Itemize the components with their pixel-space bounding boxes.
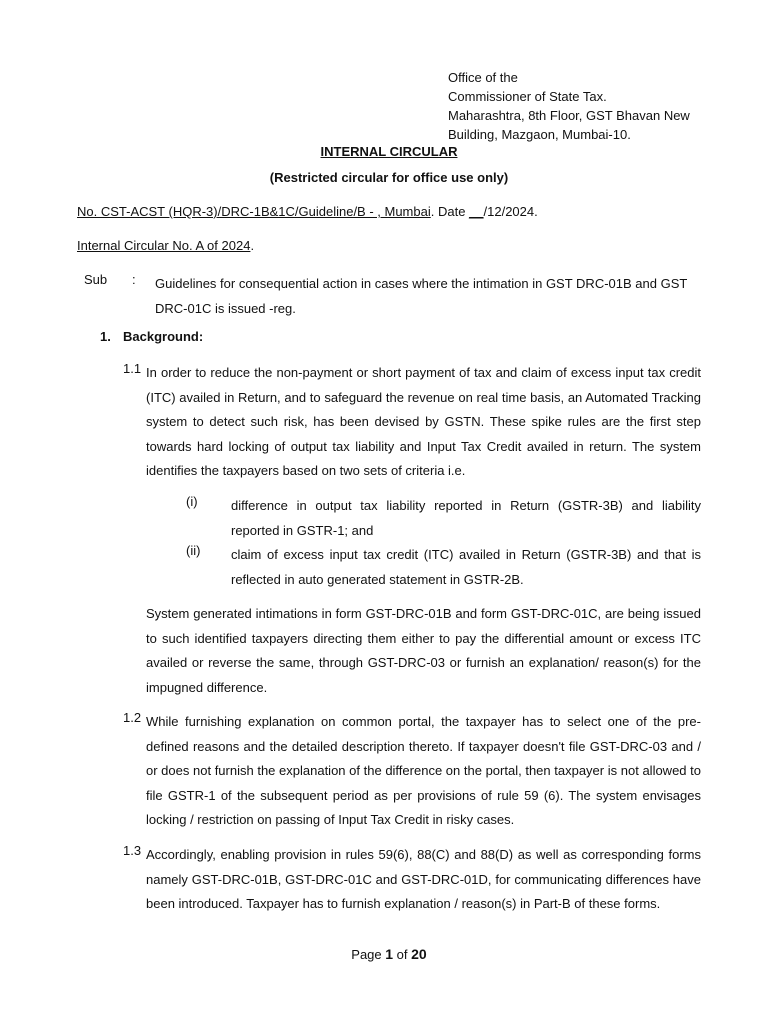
subject-colon: : xyxy=(132,272,136,287)
address-line: Office of the xyxy=(448,70,518,85)
document-title: INTERNAL CIRCULAR xyxy=(320,144,458,159)
paragraph-text: Accordingly, enabling provision in rules 59(6), 88(C) and 88(D) as well as corresponding forms namely GST-DRC-01B, GST-DRC-01C and GST-DRC-01D, for communicating differences have been introduced. Taxpayer has to furnish explanation / reason(s) in Part-B of these forms. xyxy=(146,847,701,911)
paragraph-text: In order to reduce the non-payment or short payment of tax and claim of excess input tax credit (ITC) availed in Return, and to safeguard the revenue on real time basis, an Automated Tracking system to detect such risk, has been devised by GSTN. These spike rules are the first step towards hard locking of output tax liability and Input Tax Credit availed in return. The system identifies the taxpayers based on two sets of criteria i.e. xyxy=(146,365,701,478)
page-number: 1 xyxy=(385,946,394,962)
date-prefix: . Date xyxy=(430,204,470,219)
of-word: of xyxy=(393,947,412,962)
criteria-text: difference in output tax liability reported in Return (GSTR-3B) and liability reported in GSTR-1; and xyxy=(231,498,701,538)
address-line: Building, Mazgaon, Mumbai-10. xyxy=(448,127,631,142)
page-footer xyxy=(0,946,768,962)
page-word: Page xyxy=(351,947,386,962)
paragraph-number: 1.1 xyxy=(123,361,142,376)
subject-text: Guidelines for consequential action in cases where the intimation in GST DRC-01B and GST DRC-01C is issued -reg. xyxy=(155,276,688,316)
circular-number-text: Internal Circular No. A of 2024 xyxy=(77,238,251,253)
date-suffix: /12/2024. xyxy=(483,204,538,219)
reference-number xyxy=(77,204,538,219)
page-total: 20 xyxy=(411,946,427,962)
date-blank: __ xyxy=(469,204,484,219)
circular-number xyxy=(77,238,254,253)
paragraph-number: 1.3 xyxy=(123,843,142,858)
office-address xyxy=(448,68,748,144)
criteria-number: (i) xyxy=(186,494,198,509)
section-number: 1. xyxy=(100,329,111,344)
section-title: Background: xyxy=(123,329,204,344)
criteria-number: (ii) xyxy=(186,543,201,558)
criteria-text: claim of excess input tax credit (ITC) availed in Return (GSTR-3B) and that is reflected in auto generated statement in GSTR-2B. xyxy=(231,547,701,587)
paragraph-number: 1.2 xyxy=(123,710,142,725)
document-subtitle: (Restricted circular for office use only) xyxy=(269,170,509,185)
circular-number-suffix: . xyxy=(250,238,255,253)
paragraph-text: System generated intimations in form GST-DRC-01B and form GST-DRC-01C, are being issued to such identified taxpayers directing them either to pay the differential amount or excess ITC availed or reverse the same, through GST-DRC-03 or furnish an explanation/ reason(s) for the impugned difference. xyxy=(146,606,701,695)
subject-label: Sub xyxy=(84,272,108,287)
address-line: Commissioner of State Tax. xyxy=(448,89,607,104)
paragraph-text: While furnishing explanation on common portal, the taxpayer has to select one of the pre-defined reasons and the detailed description thereto. If taxpayer doesn't file GST-DRC-03 and / or does not furnish the explanation of the difference on the portal, then taxpayer is not allowed to file GSTR-1 of the subsequent period as per provisions of rule 59 (6). The system envisages locking / restriction on passing of Input Tax Credit in risky cases. xyxy=(146,714,701,827)
reference-number-text: No. CST-ACST (HQR-3)/DRC-1B&1C/Guideline/B - , Mumbai xyxy=(77,204,431,219)
address-line: Maharashtra, 8th Floor, GST Bhavan New xyxy=(448,108,690,123)
